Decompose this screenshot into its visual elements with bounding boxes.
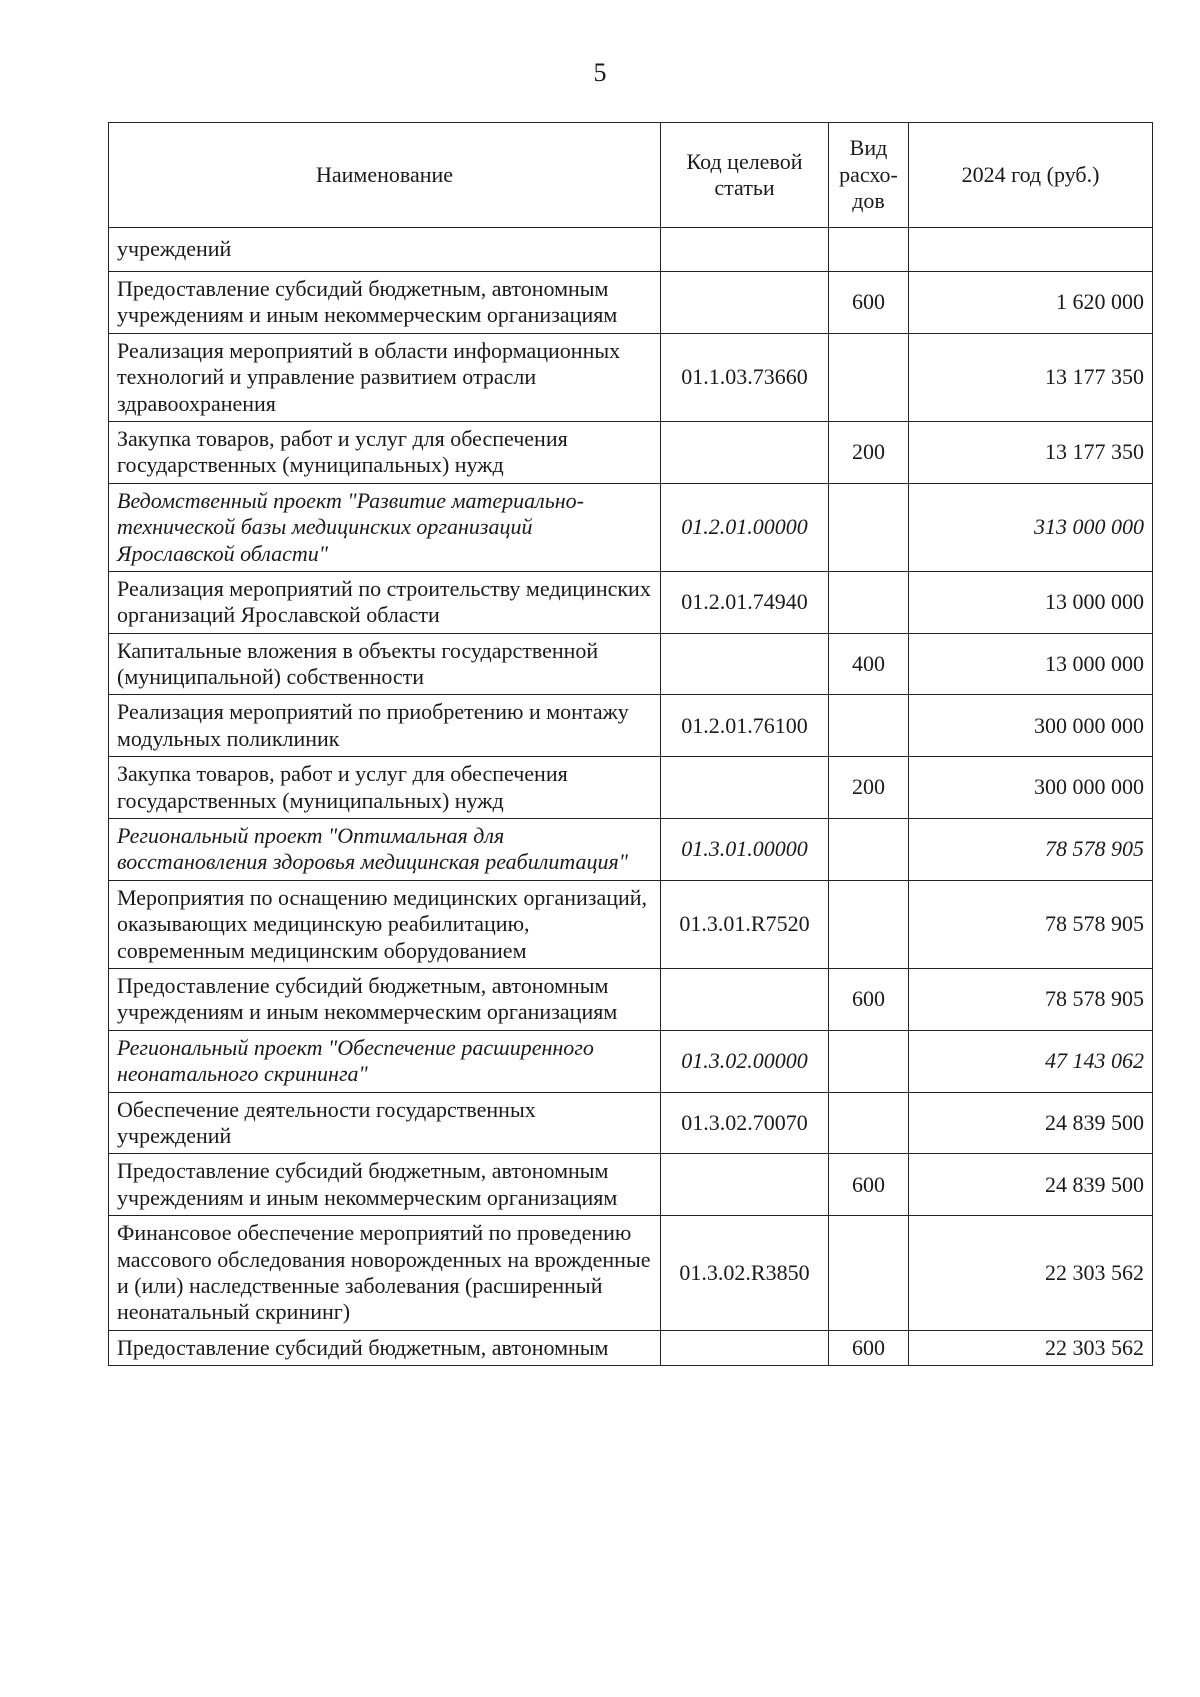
cell-name: Капитальные вложения в объекты государственной (муниципальной) собственности [109,633,661,695]
cell-amount: 24 839 500 [909,1092,1153,1154]
table-row [109,1330,1153,1365]
table-row [109,1154,1153,1216]
cell-name: Ведомственный проект "Развитие материально-технической базы медицинских организаций Ярославской области" [109,483,661,571]
cell-amount: 1 620 000 [909,272,1153,334]
header-amount: 2024 год (руб.) [909,123,1153,228]
cell-name: Финансовое обеспечение мероприятий по проведению массового обследования новорожденных на врожденные и (или) наследственные заболевания (расширенный неонатальный скрининг) [109,1216,661,1331]
table-row [109,880,1153,968]
cell-amount: 300 000 000 [909,757,1153,819]
cell-type: 200 [829,421,909,483]
cell-type [829,483,909,571]
cell-name: Региональный проект "Обеспечение расширенного неонатального скрининга" [109,1030,661,1092]
cell-code: 01.3.01.00000 [661,819,829,881]
cell-code: 01.2.01.00000 [661,483,829,571]
cell-amount [909,228,1153,272]
cell-code: 01.2.01.74940 [661,571,829,633]
cell-type: 400 [829,633,909,695]
cell-name: Предоставление субсидий бюджетным, автономным учреждениям и иным некоммерческим организациям [109,272,661,334]
cell-type [829,695,909,757]
cell-amount: 47 143 062 [909,1030,1153,1092]
cell-amount: 78 578 905 [909,880,1153,968]
table-row [109,272,1153,334]
cell-code: 01.3.02.00000 [661,1030,829,1092]
cell-amount: 22 303 562 [909,1216,1153,1331]
cell-amount: 13 000 000 [909,571,1153,633]
cell-code: 01.1.03.73660 [661,333,829,421]
cell-type [829,571,909,633]
table-row [109,228,1153,272]
cell-amount: 24 839 500 [909,1154,1153,1216]
cell-type [829,1092,909,1154]
table-row [109,333,1153,421]
table-row [109,968,1153,1030]
cell-code [661,1330,829,1365]
cell-type [829,880,909,968]
cell-name: Предоставление субсидий бюджетным, автономным учреждениям и иным некоммерческим организациям [109,968,661,1030]
table-row [109,1030,1153,1092]
cell-code: 01.3.02.70070 [661,1092,829,1154]
cell-type [829,1216,909,1331]
table-row [109,1216,1153,1331]
table-row [109,421,1153,483]
cell-amount: 13 000 000 [909,633,1153,695]
cell-type [829,228,909,272]
cell-name: Закупка товаров, работ и услуг для обеспечения государственных (муниципальных) нужд [109,757,661,819]
cell-code [661,272,829,334]
table-row [109,695,1153,757]
cell-name: Региональный проект "Оптимальная для восстановления здоровья медицинская реабилитация" [109,819,661,881]
cell-name: Реализация мероприятий по строительству медицинских организаций Ярославской области [109,571,661,633]
cell-code [661,968,829,1030]
cell-amount: 78 578 905 [909,819,1153,881]
header-code: Код целевой статьи [661,123,829,228]
table-header-row [109,123,1153,228]
cell-name: Реализация мероприятий по приобретению и монтажу модульных поликлиник [109,695,661,757]
cell-type: 600 [829,272,909,334]
cell-type [829,1030,909,1092]
budget-table [108,122,1153,1366]
cell-type: 600 [829,1330,909,1365]
cell-amount: 13 177 350 [909,421,1153,483]
header-type: Вид расхо-дов [829,123,909,228]
cell-name: Мероприятия по оснащению медицинских организаций, оказывающих медицинскую реабилитацию, современным медицинским оборудованием [109,880,661,968]
table-row [109,571,1153,633]
cell-code [661,228,829,272]
cell-code [661,757,829,819]
cell-code [661,1154,829,1216]
cell-code: 01.2.01.76100 [661,695,829,757]
cell-amount: 13 177 350 [909,333,1153,421]
table-row [109,633,1153,695]
table-row [109,819,1153,881]
cell-code: 01.3.01.R7520 [661,880,829,968]
cell-name: Реализация мероприятий в области информационных технологий и управление развитием отрасли здравоохранения [109,333,661,421]
table-body [109,228,1153,1366]
cell-type: 200 [829,757,909,819]
header-name: Наименование [109,123,661,228]
cell-code: 01.3.02.R3850 [661,1216,829,1331]
cell-name: Закупка товаров, работ и услуг для обеспечения государственных (муниципальных) нужд [109,421,661,483]
table-row [109,757,1153,819]
cell-name: учреждений [109,228,661,272]
cell-code [661,421,829,483]
table-row [109,1092,1153,1154]
cell-name: Обеспечение деятельности государственных учреждений [109,1092,661,1154]
page-number: 5 [593,58,607,87]
cell-amount: 22 303 562 [909,1330,1153,1365]
cell-type: 600 [829,968,909,1030]
cell-amount: 313 000 000 [909,483,1153,571]
table-row [109,483,1153,571]
cell-type [829,333,909,421]
cell-amount: 300 000 000 [909,695,1153,757]
cell-code [661,633,829,695]
cell-type [829,819,909,881]
cell-name: Предоставление субсидий бюджетным, автономным учреждениям и иным некоммерческим организациям [109,1154,661,1216]
cell-name: Предоставление субсидий бюджетным, автономным [109,1330,661,1365]
cell-type: 600 [829,1154,909,1216]
cell-amount: 78 578 905 [909,968,1153,1030]
